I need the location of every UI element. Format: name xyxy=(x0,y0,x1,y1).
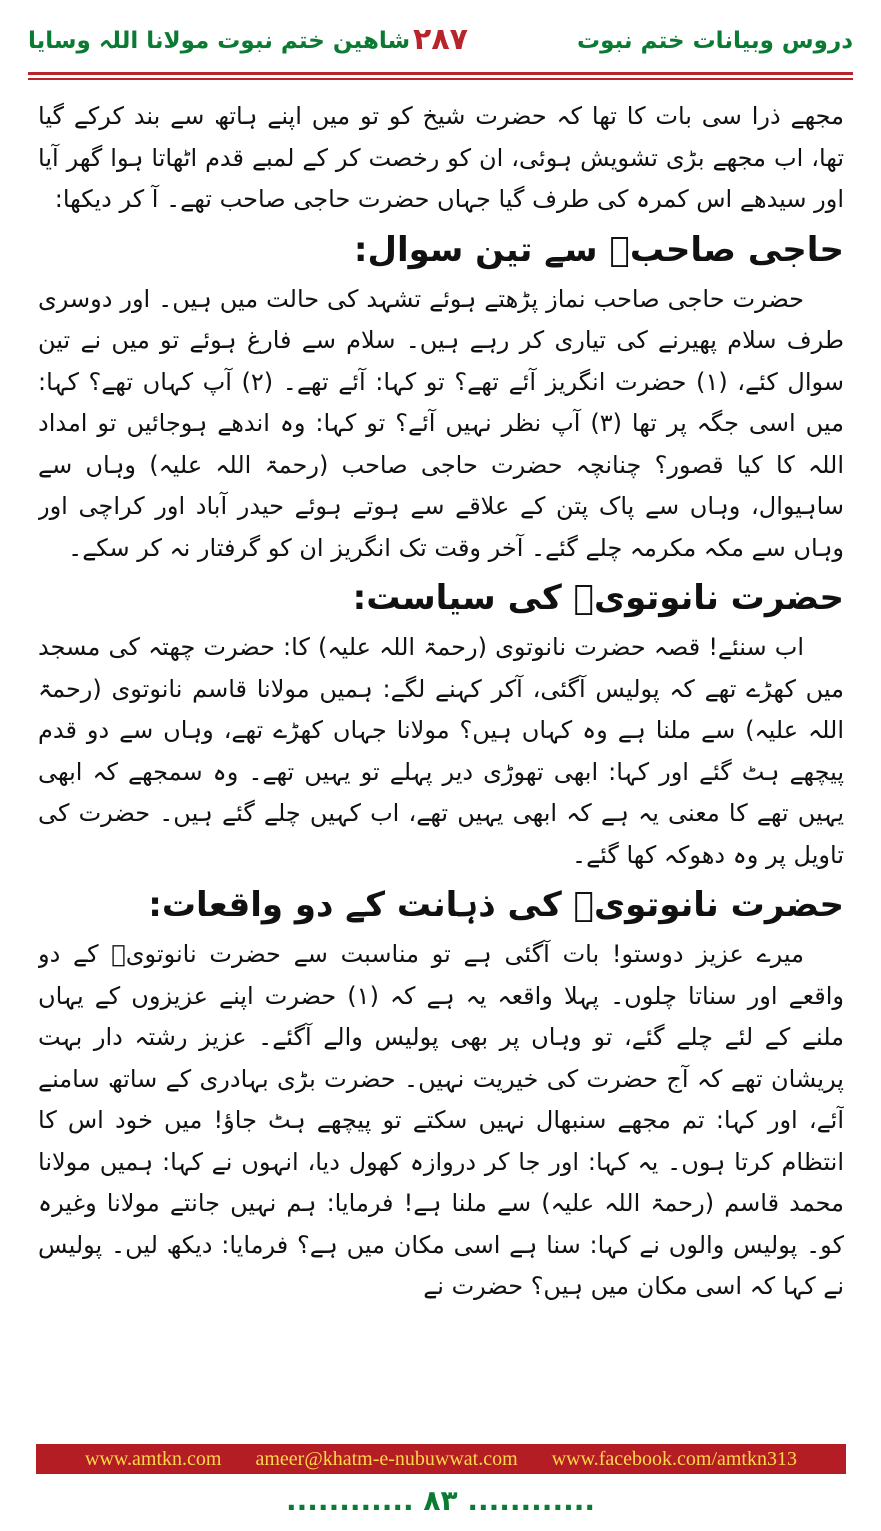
author-name: شاھین ختم نبوت مولانا اللہ وسایا xyxy=(28,28,411,54)
header-rule-bottom xyxy=(28,78,853,80)
page-footer xyxy=(0,1484,881,1517)
section-heading: حضرت نانوتویؒ کی ذہانت کے دو واقعات: xyxy=(148,885,844,925)
facebook-link[interactable]: www.facebook.com/amtkn313 xyxy=(551,1447,797,1470)
page-header xyxy=(28,22,853,62)
website-link[interactable]: www.amtkn.com xyxy=(85,1447,222,1470)
paragraph: مجھے ذرا سی بات کا تھا کہ حضرت شیخ کو تو میں اپنے ہاتھ سے بند کرکے گیا تھا، اب مجھے بڑی تشویش ہوئی، ان کو رخصت کر کے لمبے قدم اٹھاتا ہوا گھر آیا اور سیدھے اس کمرہ کی طرف گیا جہاں حضرت حاجی صاحب تھے۔ آ کر دیکھا: xyxy=(38,102,844,213)
book-title: دروس وبیانات ختم نبوت xyxy=(577,28,853,54)
footer-dots-left: ............ xyxy=(286,1484,414,1517)
paragraph: میرے عزیز دوستو! بات آگئی ہے تو مناسبت سے حضرت نانوتویؒ کے دو واقعے اور سناتا چلوں۔ پہلا واقعہ یہ ہے کہ (۱) حضرت اپنے عزیزوں کے یہاں ملنے کے لئے چلے گئے، تو وہاں پر بھی پولیس والے آگئے۔ عزیز رشتہ دار بہت پریشان تھے کہ آج حضرت کی خیریت نہیں۔ حضرت بڑی بہادری کے ساتھ سامنے آئے، اور کہا: تم مجھے سنبھال نہیں سکتے تو پیچھے ہٹ جاؤ! میں خود اس کا انتظام کرتا ہوں۔ یہ کہا: اور جا کر دروازہ کھول دیا، انہوں نے کہا: ہمیں مولانا محمد قاسم (رحمۃ اللہ علیہ) سے ملنا ہے! فرمایا: ہم نہیں جانتے مولانا وغیرہ کو۔ پولیس والوں نے کہا: سنا ہے اسی مکان میں ہے؟ فرمایا: دیکھ لیں۔ پولیس نے کہا کہ اسی مکان میں ہیں؟ حضرت نے xyxy=(38,940,844,1300)
paragraph: اب سنئے! قصہ حضرت نانوتوی (رحمۃ اللہ علیہ) کا: حضرت چھتہ کی مسجد میں کھڑے تھے کہ پولیس آگئی، آکر کہنے لگے: ہمیں مولانا قاسم نانوتوی (رحمۃ اللہ علیہ) سے ملنا ہے وہ کہاں ہیں؟ مولانا جہاں کھڑے تھے، وہاں سے دو قدم پیچھے ہٹ گئے اور کہا: ابھی تھوڑی دیر پہلے تو یہیں تھے۔ وہ سمجھے کہ ابھی یہیں تھے کا معنی یہ ہے کہ ابھی یہیں تھے، اب کہیں چلے گئے ہیں۔ حضرت کی تاویل پر وہ دھوکہ کھا گئے۔ xyxy=(38,633,844,869)
header-page-number: ۲۸۷ xyxy=(413,22,468,57)
header-rule-top xyxy=(28,72,853,75)
section-heading: حاجی صاحبؒ سے تین سوال: xyxy=(353,229,844,270)
email-link[interactable]: ameer@khatm-e-nubuwwat.com xyxy=(255,1447,518,1470)
footer-links-band xyxy=(36,1444,846,1474)
page-body xyxy=(38,96,844,1442)
page-number: ۸۳ xyxy=(423,1484,458,1517)
footer-dots-right: ............ xyxy=(467,1484,595,1517)
section-heading: حضرت نانوتویؒ کی سیاست: xyxy=(352,578,844,618)
paragraph: حضرت حاجی صاحب نماز پڑھتے ہوئے تشہد کی حالت میں ہیں۔ اور دوسری طرف سلام پھیرنے کی تیاری کر رہے ہیں۔ سلام سے فارغ ہوئے تو میں نے تین سوال کئے، (۱) حضرت انگریز آئے تھے؟ تو کہا: آئے تھے۔ (۲) آپ کہاں تھے؟ کہا: میں اسی جگہ پر تھا (۳) آپ نظر نہیں آئے؟ تو کہا: وہ اندھے ہوجائیں تو امداد اللہ کا کیا قصور؟ چنانچہ حضرت حاجی صاحب (رحمۃ اللہ علیہ) وہاں سے ساہیوال، وہاں سے پاک پتن کے علاقے سے ہوتے ہوئے حیدر آباد اور کراچی اور وہاں سے مکہ مکرمہ چلے گئے۔ آخر وقت تک انگریز ان کو گرفتار نہ کر سکے۔ xyxy=(38,284,844,562)
